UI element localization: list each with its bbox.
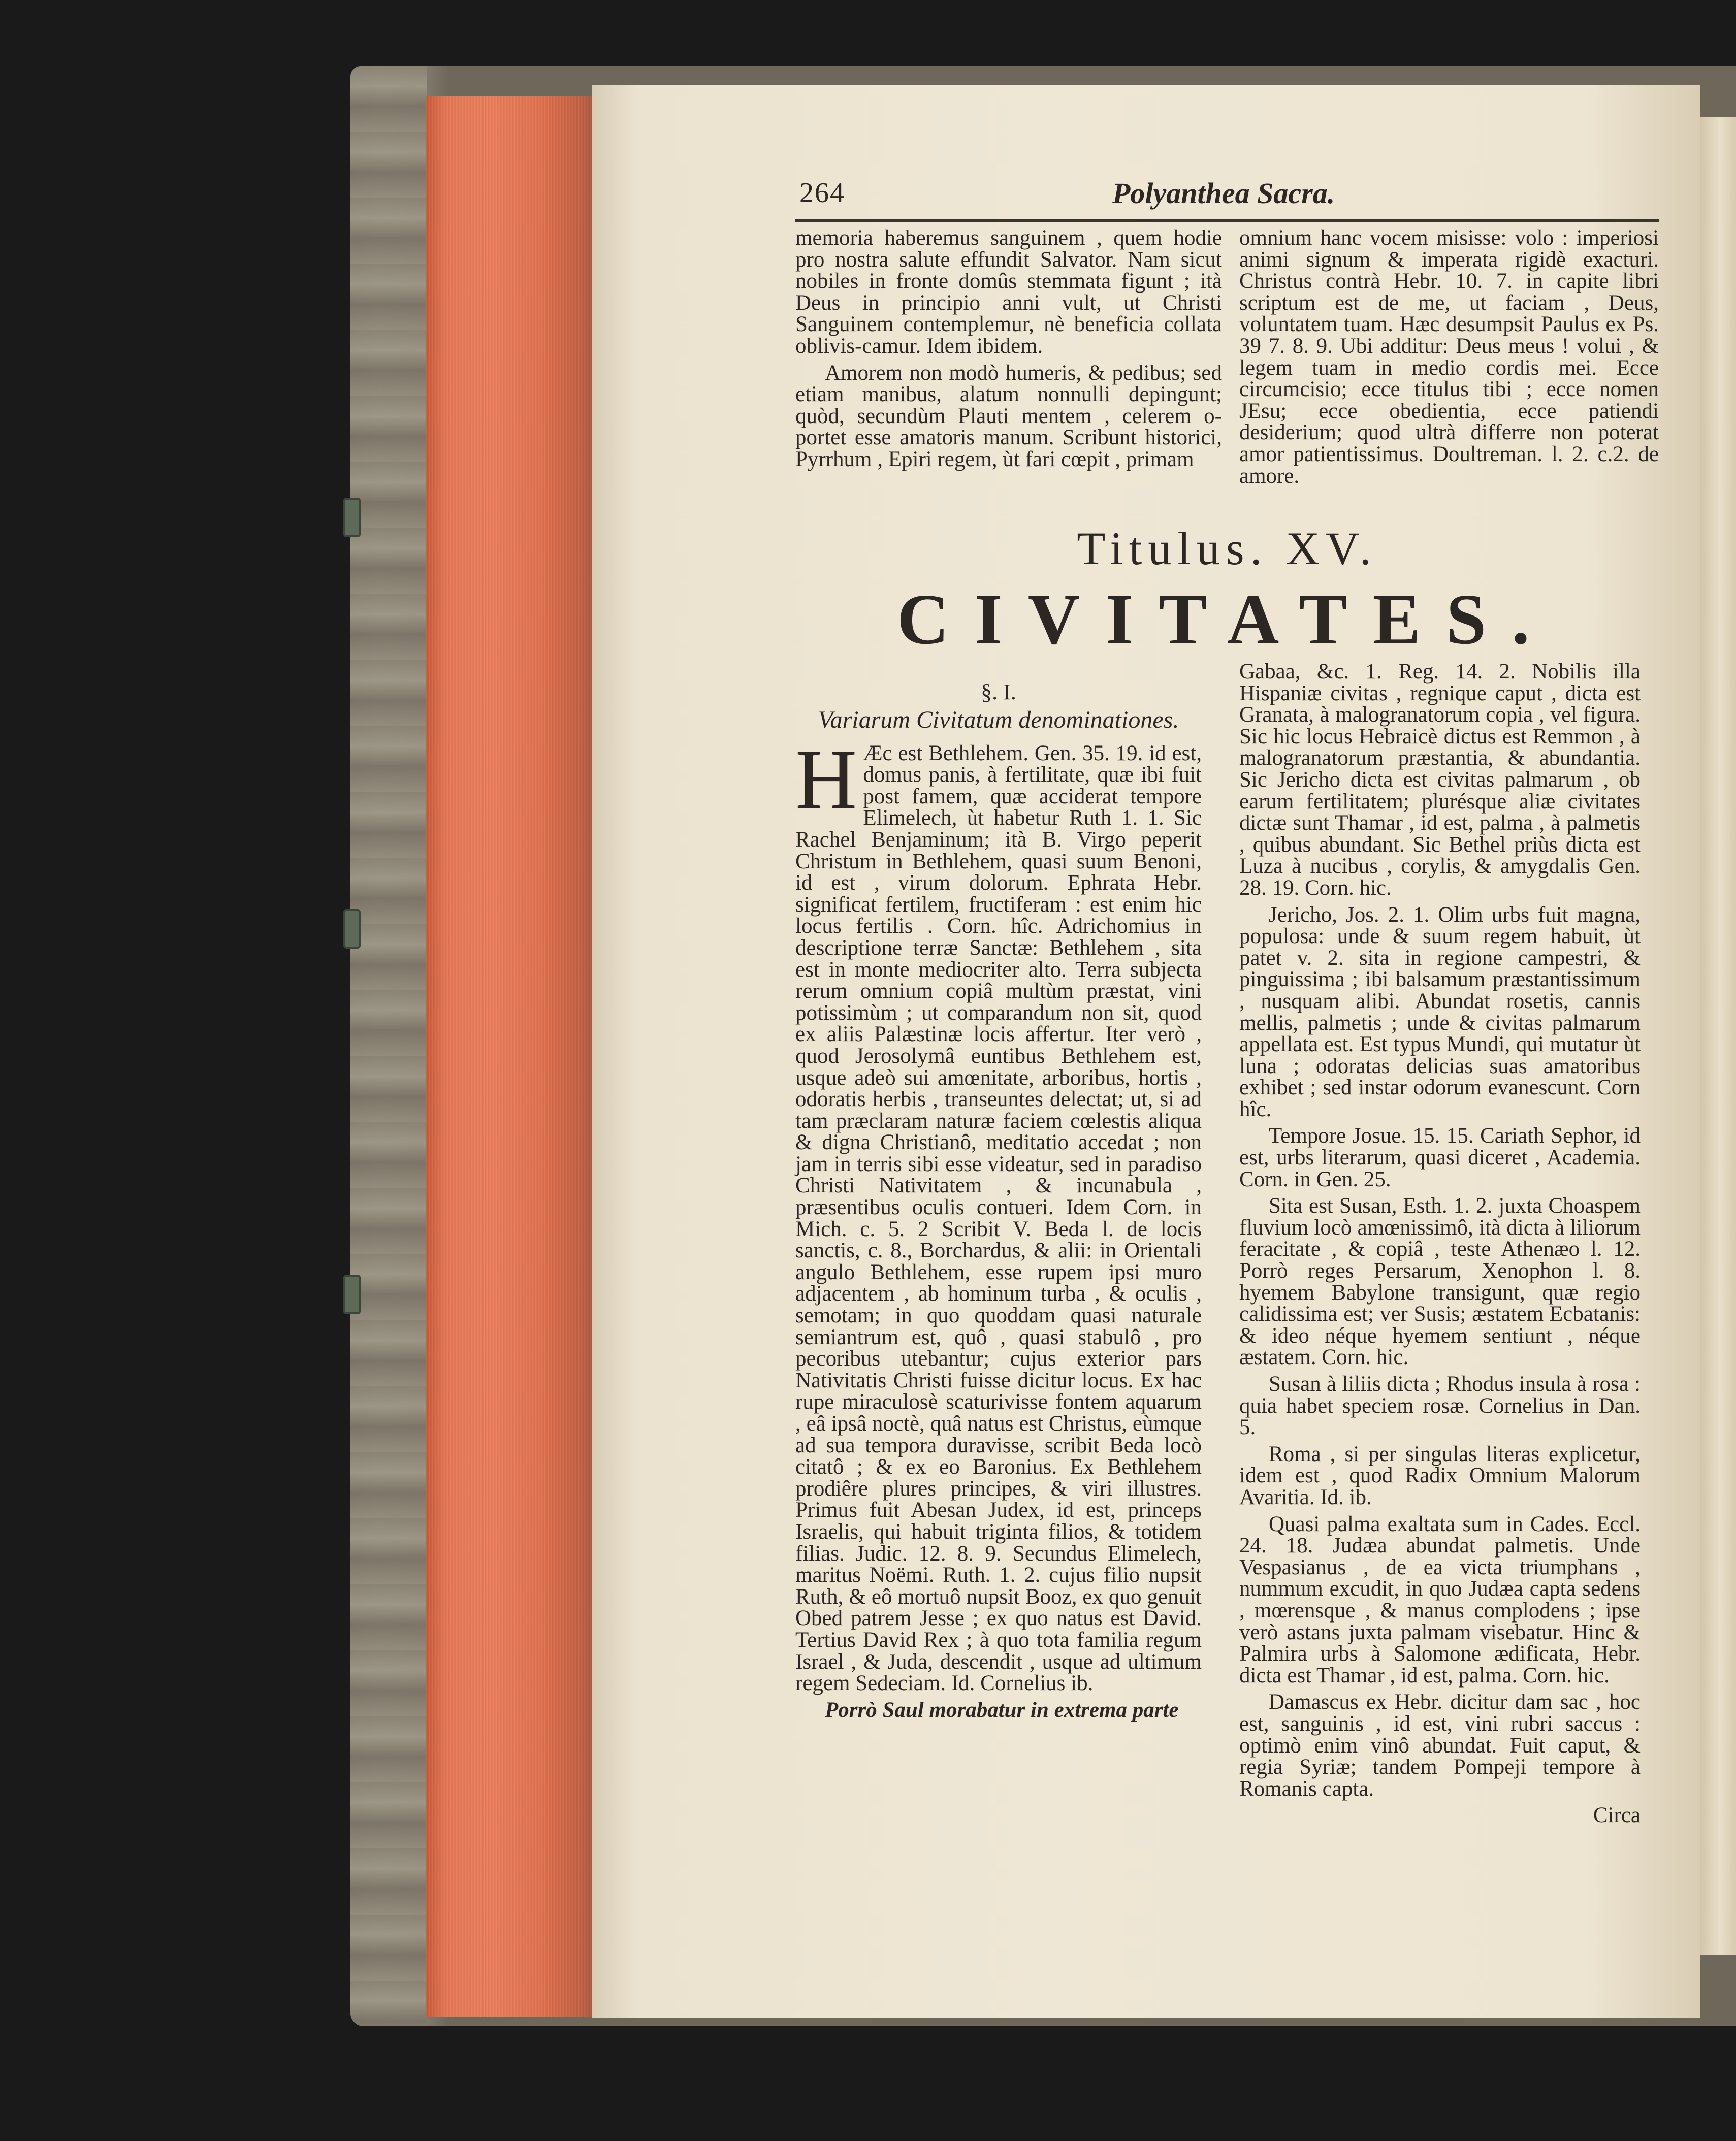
paragraph-text: Æc est Bethlehem. Gen. 35. 19. id est, domus panis, à fertilitate, quæ ibi fuit post famem, quæ acciderat tempore Elimelech, ùt habetur Ruth 1. 1. Sic Rachel Benjaminum; ità B. Virgo peperit Christum in Bethlehem, quasi suum Benoni, id est , virum dolorum. Ephrata Hebr. significat fertilem, fructiferam : est enim hic locus fertilis . Corn. hîc. Adrichomius in descriptione terræ Sanctæ: Bethlehem , sita est in monte mediocriter alto. Terra subjecta rerum omnium copiâ multùm præstat, vini potissimùm ; ut comparandum non sit, quod ex aliis Palæstinæ locis affertur. Iter verò , quod Jerosolymâ euntibus Bethlehem est, usque adeò sui amœnitate, arboribus, hortis , odoratis herbis , transeuntes delectat; ut, si ad tam præclaram naturæ faciem cœlestis aliqua & digna Christianô, meditatio accedat ; non jam in terris sibi esse videatur, sed in paradiso Christi Nativitatem , & incunabula , præsentibus oculis contueri. Idem Corn. in Mich. c. 5. 2 Scribit V. Beda l. de locis sanctis, c. 8., Borchardus, & alii: in Orientali angulo Bethlehem, esse rupem ipsi muro adjacentem , ab hominum turba , & oculis , semotam; in quo quoddam quasi naturale semiantrum est, quô , quasi stabulô , pro pecoribus utebantur; cujus exterior pars Nativitatis Christi fuisse dicitur locus. Ex hac rupe miraculosè scaturivisse fontem aquarum , eâ ipsâ noctè, quâ natus est Christus, eùmque ad sua tempora duravisse, scribit Beda locò citatô ; & ex eo Baronius. Ex Bethlehem prodiêre plures principes, & viri illustres. Primus fuit Abesan Judex, id est, princeps Israelis, qui habuit triginta filios, & totidem filias. Judic. 12. 8. 9. Secundus Elimelech, maritus Noëmi. Ruth. 1. 2. cujus filio nupsit Ruth, & eô mortuô nupsit Booz, ex quo genuit Obed patrem Jesse ; ex quo natus est David. Tertius David Rex ; à quo tota familia regum Israel , & Juda, descendit , usque ad ultimum regem Sedeciam. Id. Cornelius ib. bbox=[795, 741, 1202, 1696]
paragraph: Damascus ex Hebr. dicitur dam sac , hoc est, sanguinis , id est, vini rubri saccus : optimò enim vinô abundat. Fuit caput, & regia Syriæ; tandem Pompeji tempore à Romanis capta. bbox=[1239, 1690, 1641, 1801]
drop-cap: H bbox=[795, 732, 857, 827]
paragraph: Gabaa, &c. 1. Reg. 14. 2. Nobilis illa Hispaniæ civitas , regnique caput , dicta est Granata, à malogranatorum copia , vel figura. Sic hic locus Hebraicè dictus est Remmon , à malogranatorum præstantia, & abundantia. Sic Jericho dicta est civitas palmarum , ob earum fertilitatem; plurésque aliæ civitates dictæ sunt Thamar , id est, palma , à palmetis , quibus abundant. Sic Bethel priùs dicta est Luza à nucibus , corylis, & amygdalis Gen. 28. 19. Corn. hic. bbox=[1239, 660, 1641, 900]
paragraph: Roma , si per singulas literas explicetur, idem est , quod Radix Omnium Malorum Avaritia. Id. ib. bbox=[1239, 1442, 1641, 1509]
running-head: Polyanthea Sacra. bbox=[1112, 177, 1335, 210]
titulus-heading: Titulus. XV. bbox=[1077, 523, 1377, 574]
clasp-icon bbox=[343, 498, 361, 537]
facing-page-edge bbox=[1695, 117, 1736, 1955]
paragraph: omnium hanc vocem misisse: volo : imperiosi animi signum & imperata rigidè exacturi. Christus contrà Hebr. 10. 7. in capite libri scriptum est de me, ut faciam , Deus, voluntatem tuam. Hæc desumpsit Paulus ex Ps. 39 7. 8. 9. Ubi additur: Deus meus ! volui , & legem tuam in medio cordis mei. Ecce circumcisio; ecce titulus tibi ; ecce nomen JEsu; ecce obedientia, ecce patiendi desiderium; quod ultrà differre non poterat amor patientissimus. Doultreman. l. 2. c.2. de amore. bbox=[1239, 226, 1659, 488]
last-line: Porrò Saul morabatur in extrema parte bbox=[825, 1698, 1179, 1722]
upper-right-column bbox=[1239, 228, 1659, 492]
paragraph: Jericho, Jos. 2. 1. Olim urbs fuit magna, populosa: unde & suum regem habuit, ùt patet v. 2. sita in regione campestri, & pinguissima ; ibi balsamum præstantissimum , nusquam alibi. Abundat rosetis, cannis mellis, palmetis ; unde & civitas palmarum appellata est. Est typus Mundi, qui mutatur ùt luna ; odoratas delicias suas amatoribus exhibet ; sed instar odorum evanescunt. Corn hîc. bbox=[1239, 902, 1641, 1121]
section-title: Variarum Civitatum denominationes. bbox=[818, 706, 1179, 733]
binding-edge bbox=[350, 66, 427, 2026]
paragraph bbox=[795, 732, 1202, 1696]
catchword: Circa bbox=[1593, 1803, 1641, 1828]
clasp-icon bbox=[343, 1275, 361, 1314]
paragraph: Susan à liliis dicta ; Rhodus insula à rosa : quia habet speciem rosæ. Cornelius in Dan. 5. bbox=[1239, 1372, 1641, 1440]
paragraph: Quasi palma exaltata sum in Cades. Eccl. 24. 18. Judæa abundat palmetis. Unde Vespasianus , de ea victa triumphans , nummum excudit, in quo Judæa capta sedens , mœrensque , & manus complodens ; ipse verò astans juxta palmam visebatur. Hinc & Palmira urbs à Salomone ædificata, Hebr. dicta est Thamar , id est, palma. Corn. hic. bbox=[1239, 1512, 1641, 1688]
page-fore-edge-texture bbox=[426, 96, 592, 2017]
clasp-icon bbox=[343, 909, 361, 949]
lower-left-column bbox=[795, 679, 1202, 1726]
lower-right-column bbox=[1239, 661, 1641, 1832]
header-rule bbox=[795, 219, 1659, 222]
paragraph: Sita est Susan, Esth. 1. 2. juxta Choaspem fluvium locò amœnissimô, ità dicta à liliorum feracitate , & copiâ , teste Athenæo l. 12. Porrò reges Persarum, Xenophon l. 8. hyemem Babylone transigunt, quæ regio calidissima est; ver Susis; æstatem Ecbatanis: & ideo néque hyemem sentiunt , néque æstatem. Corn. hic. bbox=[1239, 1194, 1641, 1370]
page-number: 264 bbox=[799, 177, 845, 209]
paragraph: memoria haberemus sanguinem , quem hodie pro nostra salute effundit Salvator. Nam sicut nobiles in fronte domûs stemmata figunt ; ità Deus in principio anni vult, ut Christi Sanguinem contemplemur, nè beneficia collata oblivis-camur. Idem ibidem. bbox=[795, 226, 1222, 358]
paragraph: Amorem non modò humeris, & pedibus; sed etiam manibus, alatum nonnulli depingunt; quòd, secundùm Plauti mentem , celerem o-portet esse amatoris manum. Scribunt historici, Pyrrhum , Epiri regem, ùt fari cœpit , primam bbox=[795, 361, 1222, 471]
chapter-title: CIVITATES. bbox=[897, 579, 1555, 659]
paragraph: Tempore Josue. 15. 15. Cariath Sephor, id est, urbs literarum, quasi diceret , Academia. Corn. in Gen. 25. bbox=[1239, 1124, 1641, 1191]
section-number: §. I. bbox=[981, 679, 1016, 704]
upper-left-column bbox=[795, 228, 1222, 476]
